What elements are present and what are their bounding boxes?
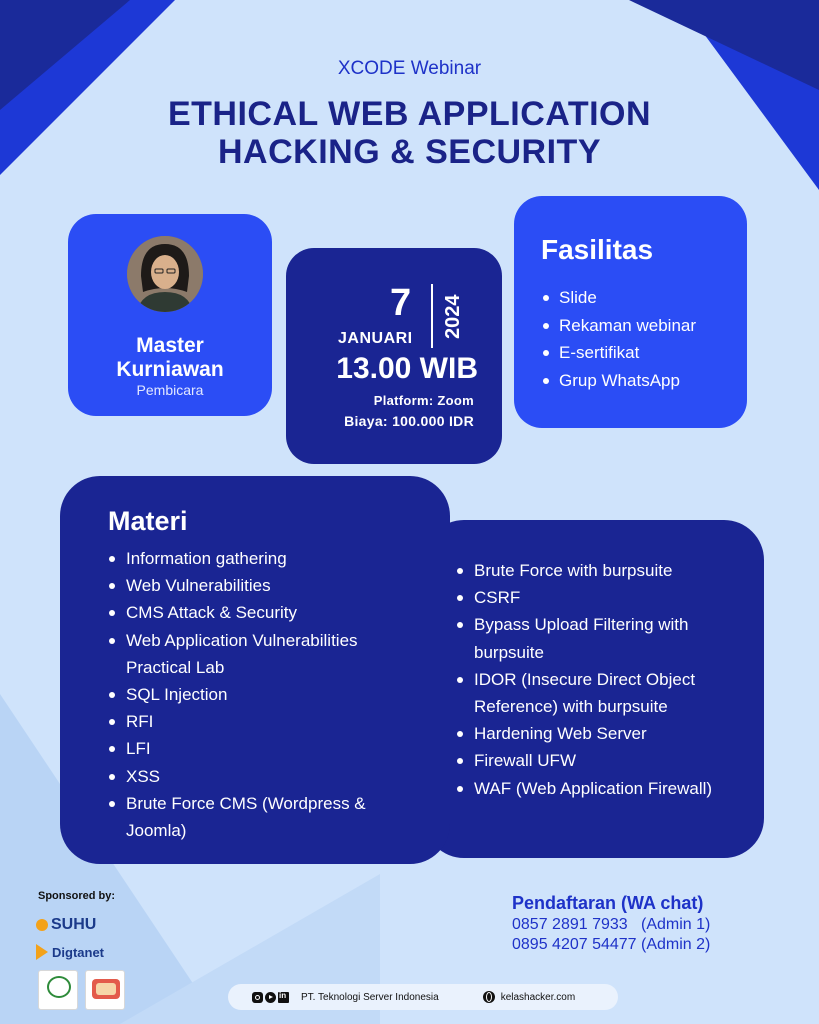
- red-emblem-inner: [96, 983, 116, 995]
- event-day: 7: [390, 282, 412, 324]
- list-item: RFI: [106, 708, 406, 735]
- speaker-last-name: Kurniawan: [116, 358, 224, 381]
- date-divider: [431, 284, 433, 348]
- suhu-logo-text: SUHU: [51, 916, 97, 933]
- speaker-card: [68, 214, 272, 416]
- instagram-icon[interactable]: [252, 992, 263, 1003]
- footer-website[interactable]: kelashacker.com: [500, 991, 576, 1003]
- sponsor-logo-green: [38, 970, 78, 1010]
- list-item: CSRF: [454, 584, 754, 611]
- list-item: Web Vulnerabilities: [106, 572, 406, 599]
- linkedin-icon[interactable]: [278, 992, 289, 1003]
- list-item: Bypass Upload Filtering with burpsuite: [454, 611, 754, 665]
- sponsor-logo-suhu: [36, 916, 96, 934]
- list-item: XSS: [106, 763, 406, 790]
- list-item: Web Application Vulnerabilities Practical Lab: [106, 627, 406, 681]
- list-item: IDOR (Insecure Direct Object Reference) with burpsuite: [454, 666, 754, 720]
- list-item: Information gathering: [106, 545, 406, 572]
- facilities-card: [514, 196, 747, 428]
- event-platform: Platform: Zoom: [373, 393, 474, 408]
- materials-card-2: [424, 520, 764, 858]
- speaker-avatar: [127, 236, 203, 312]
- list-item: WAF (Web Application Firewall): [454, 775, 754, 802]
- speaker-first-name: Master: [136, 334, 204, 357]
- event-fee: Biaya: 100.000 IDR: [344, 413, 474, 429]
- materials-card: [60, 476, 450, 864]
- page-title: [0, 95, 819, 171]
- facilities-title: Fasilitas: [541, 234, 654, 265]
- title-line-2: HACKING & SECURITY: [217, 133, 602, 171]
- materials-list-1: [106, 545, 406, 844]
- title-line-1: ETHICAL WEB APPLICATION: [167, 95, 652, 133]
- green-emblem-icon: [47, 976, 71, 998]
- materials-list-2: [454, 557, 754, 802]
- decor-triangle-top-left-dark: [0, 0, 130, 110]
- list-item: Firewall UFW: [454, 747, 754, 774]
- sponsor-logo-digtanet: [36, 944, 104, 960]
- event-kicker: XCODE Webinar: [337, 58, 482, 79]
- materials-title: Materi: [108, 506, 188, 536]
- list-item: Rekaman webinar: [541, 312, 696, 340]
- event-month: JANUARI: [338, 330, 413, 347]
- event-time: 13.00 WIB: [336, 352, 478, 385]
- registration-contact-2[interactable]: 0895 4207 54477 (Admin 2): [512, 936, 711, 953]
- globe-icon: [483, 991, 495, 1003]
- list-item: Grup WhatsApp: [541, 367, 696, 395]
- registration-contact-1[interactable]: 0857 2891 7933 (Admin 1): [512, 916, 711, 933]
- list-item: Slide: [541, 284, 696, 312]
- youtube-icon[interactable]: [265, 992, 276, 1003]
- digtanet-logo-text: Digtanet: [52, 944, 104, 960]
- sponsor-logo-red: [85, 970, 125, 1010]
- facilities-list: [541, 284, 696, 394]
- footer-company: PT. Teknologi Server Indonesia: [301, 991, 439, 1003]
- list-item: Hardening Web Server: [454, 720, 754, 747]
- list-item: LFI: [106, 735, 406, 762]
- list-item: Brute Force with burpsuite: [454, 557, 754, 584]
- event-year: 2024: [442, 294, 464, 340]
- suhu-logo-icon: [36, 919, 48, 931]
- registration-title: Pendaftaran (WA chat): [512, 893, 704, 913]
- list-item: Brute Force CMS (Wordpress & Joomla): [106, 790, 406, 844]
- digtanet-logo-icon: [36, 944, 48, 960]
- footer-bar: [228, 984, 618, 1010]
- list-item: SQL Injection: [106, 681, 406, 708]
- sponsor-label: Sponsored by:: [38, 890, 116, 902]
- speaker-name: [68, 334, 272, 382]
- speaker-photo: [127, 236, 203, 312]
- list-item: CMS Attack & Security: [106, 599, 406, 626]
- speaker-role: Pembicara: [136, 382, 204, 398]
- list-item: E-sertifikat: [541, 339, 696, 367]
- event-date-card: [286, 248, 502, 464]
